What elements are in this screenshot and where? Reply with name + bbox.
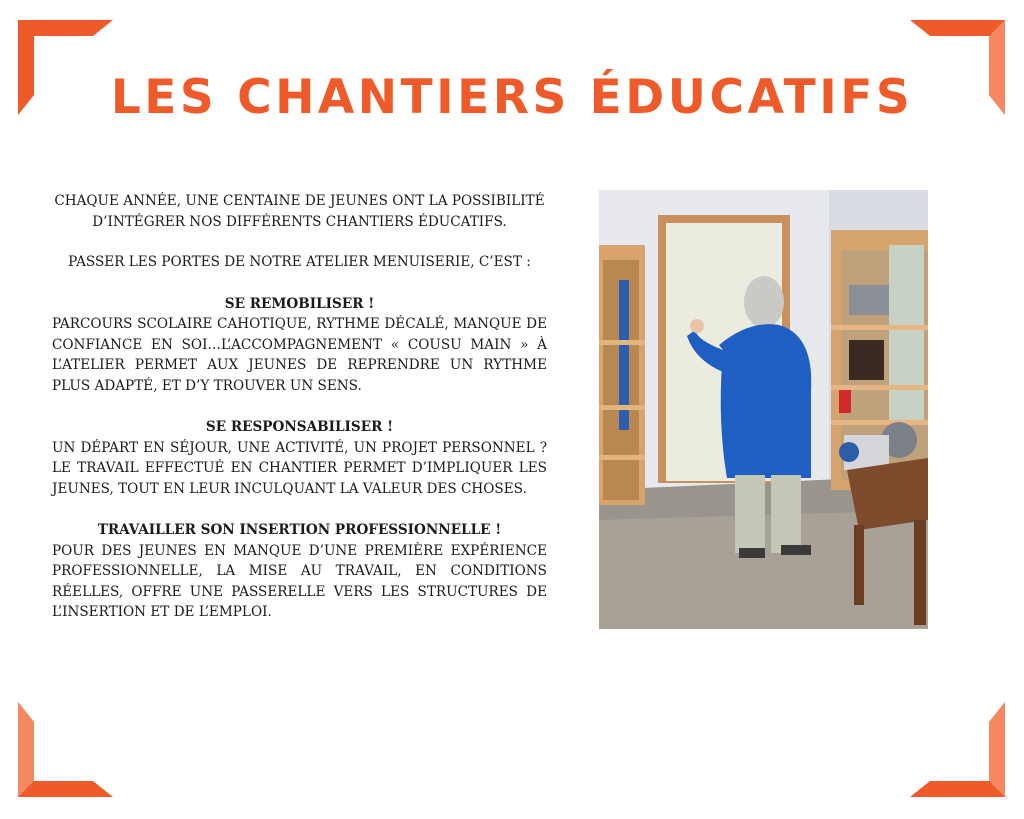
intro-line-1: CHAQUE ANNÉE, UNE CENTAINE DE JEUNES ONT LA POSSIBILITÉ (54, 193, 545, 209)
main-text (52, 191, 547, 623)
section-body-responsabiliser: UN DÉPART EN SÉJOUR, UNE ACTIVITÉ, UN PROJET PERSONNEL ? LE TRAVAIL EFFECTUÉ EN CHANTIER PERMET D’IMPLIQUER LES JEUNES, TOUT EN LEUR INCULQUANT LA VALEUR DES CHOSES. (52, 439, 547, 497)
section-heading-remobiliser: SE REMOBILISER ! (224, 295, 375, 312)
page-title: LES CHANTIERS ÉDUCATIFS (110, 70, 914, 125)
intro-line-2: D’INTÉGRER NOS DIFFÉRENTS CHANTIERS ÉDUCATIFS. (92, 213, 507, 230)
corner-bracket-bottom-right (910, 702, 1005, 797)
section-body-insertion: POUR DES JEUNES EN MANQUE D’UNE PREMIÈRE EXPÉRIENCE PROFESSIONNELLE, LA MISE AU TRAVAIL, EN CONDITIONS RÉELLES, OFFRE UNE PASSERELLE VERS LES STRUCTURES DE L’INSERTION ET DE L’EMPLOI. (52, 542, 547, 620)
section-heading-insertion: TRAVAILLER SON INSERTION PROFESSIONNELLE ! (97, 522, 502, 538)
corner-bracket-bottom-left (18, 702, 113, 797)
section-heading-responsabiliser: SE RESPONSABILISER ! (205, 419, 394, 435)
workshop-photo (599, 190, 928, 629)
section-body-remobiliser: PARCOURS SCOLAIRE CAHOTIQUE, RYTHME DÉCALÉ, MANQUE DE CONFIANCE EN SOI…L’ACCOMPAGNEMENT « COUSU MAIN » À L’ATELIER PERMET AUX JEUNES DE REPRENDRE UN RYTHME PLUS ADAPTÉ, ET D’Y TROUVER UN SENS. (52, 316, 547, 394)
intro-line-3: PASSER LES PORTES DE NOTRE ATELIER MENUISERIE, C’EST : (68, 254, 531, 270)
